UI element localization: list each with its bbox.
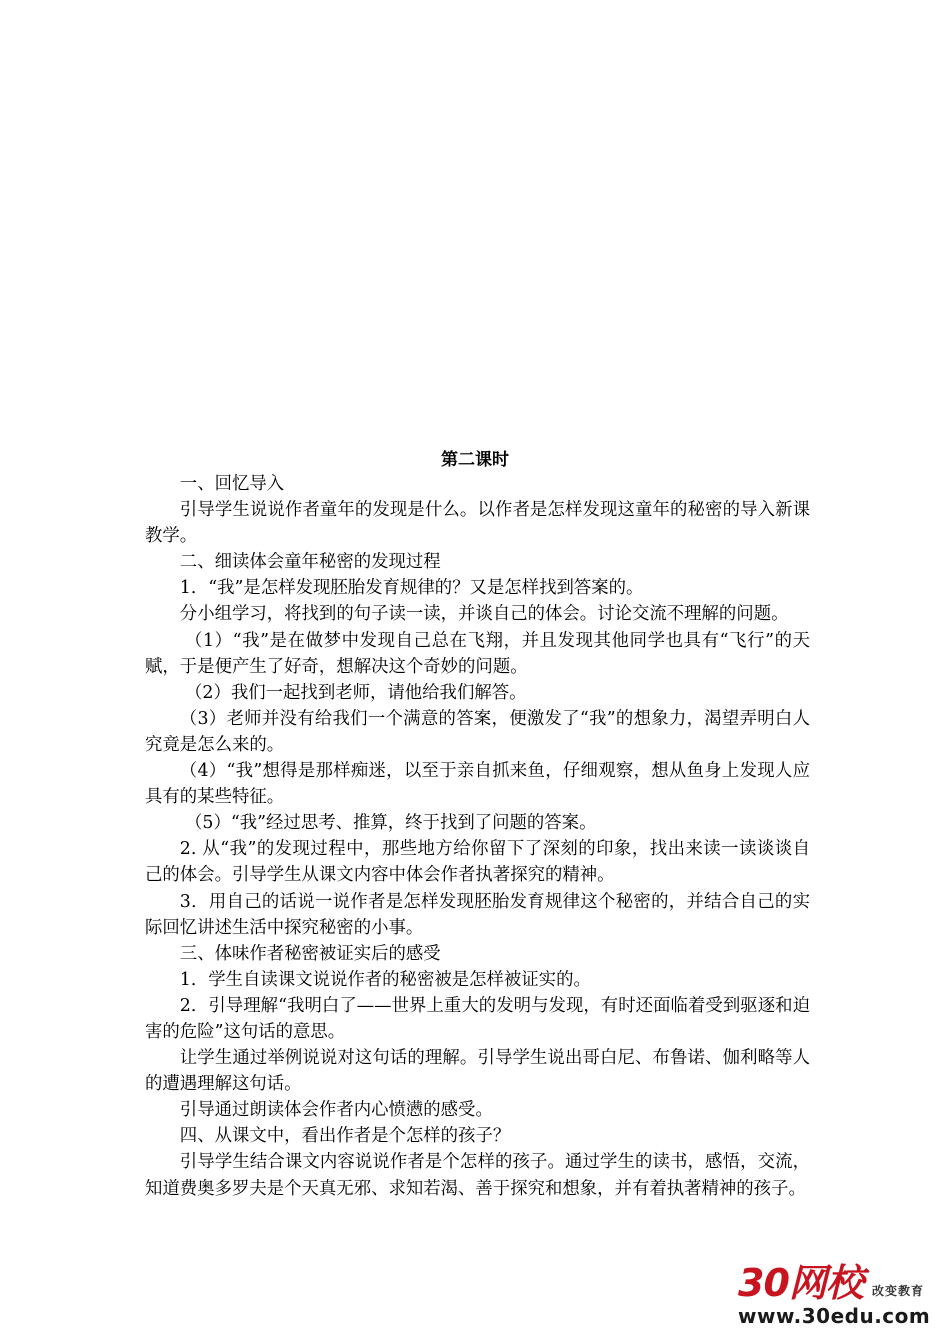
paragraph: 3．用自己的话说一说作者是怎样发现胚胎发育规律这个秘密的，并结合自己的实际回忆讲述生活中探究秘密的小事。: [145, 891, 810, 938]
paragraph: 2．引导理解“我明白了——世界上重大的发明与发现，有时还面临着受到驱逐和迫害的危险”这句话的意思。: [145, 995, 810, 1042]
paragraph: 引导通过朗读体会作者内心愤懑的感受。: [179, 1100, 493, 1121]
paragraph: 一、回忆导入: [179, 474, 285, 494]
watermark-brand: 30网校: [738, 1261, 863, 1305]
paragraph: 三、体味作者秘密被证实后的感受: [179, 943, 441, 964]
paragraph: 引导学生说说作者童年的发现是什么。以作者是怎样发现这童年的秘密的导入新课教学。: [145, 500, 810, 547]
paragraph: 2. 从“我”的发现过程中，那些地方给你留下了深刻的印象，找出来读一读谈谈自己的体会。引导学生从课文内容中体会作者执著探究的精神。: [145, 839, 810, 886]
paragraph: （2）我们一起找到老师，请他给我们解答。: [185, 682, 527, 703]
watermark-tagline: 改变教育: [872, 1284, 925, 1298]
paragraph: （3）老师并没有给我们一个满意的答案，便激发了“我”的想象力，渴望弄明白人究竟是怎么来的。: [145, 708, 810, 755]
paragraph: （5）“我”经过思考、推算，终于找到了问题的答案。: [185, 813, 597, 834]
paragraph: 让学生通过举例说说对这句话的理解。引导学生说出哥白尼、布鲁诺、伽利略等人的遭遇理解这句话。: [145, 1048, 810, 1095]
paragraph: 1．“我”是怎样发现胚胎发育规律的？又是怎样找到答案的。: [179, 578, 644, 599]
paragraph: 四、从课文中，看出作者是个怎样的孩子？: [179, 1126, 511, 1147]
paragraph: 分小组学习，将找到的句子读一读，并谈自己的体会。讨论交流不理解的问题。: [179, 604, 789, 625]
watermark-url: www.30edu.com: [738, 1304, 931, 1328]
paragraph: （4）“我”想得是那样痴迷，以至于亲自抓来鱼，仔细观察，想从鱼身上发现人应具有的某些特征。: [145, 761, 810, 808]
paragraph: （1）“我”是在做梦中发现自己总在飞翔，并且发现其他同学也具有“飞行”的天赋，于是便产生了好奇，想解决这个奇妙的问题。: [145, 630, 810, 677]
paragraph: 引导学生结合课文内容说说作者是个怎样的孩子。通过学生的读书，感悟，交流，知道费奥多罗夫是个天真无邪、求知若渴、善于探究和想象，并有着执著精神的孩子。: [145, 1152, 810, 1199]
paragraph: 1．学生自读课文说说作者的秘密被是怎样被证实的。: [179, 969, 591, 990]
watermark-logo: [738, 1262, 938, 1332]
lesson-title: 第二课时: [441, 450, 509, 470]
document-body: [145, 471, 810, 1202]
paragraph: 二、细读体会童年秘密的发现过程: [179, 552, 441, 573]
